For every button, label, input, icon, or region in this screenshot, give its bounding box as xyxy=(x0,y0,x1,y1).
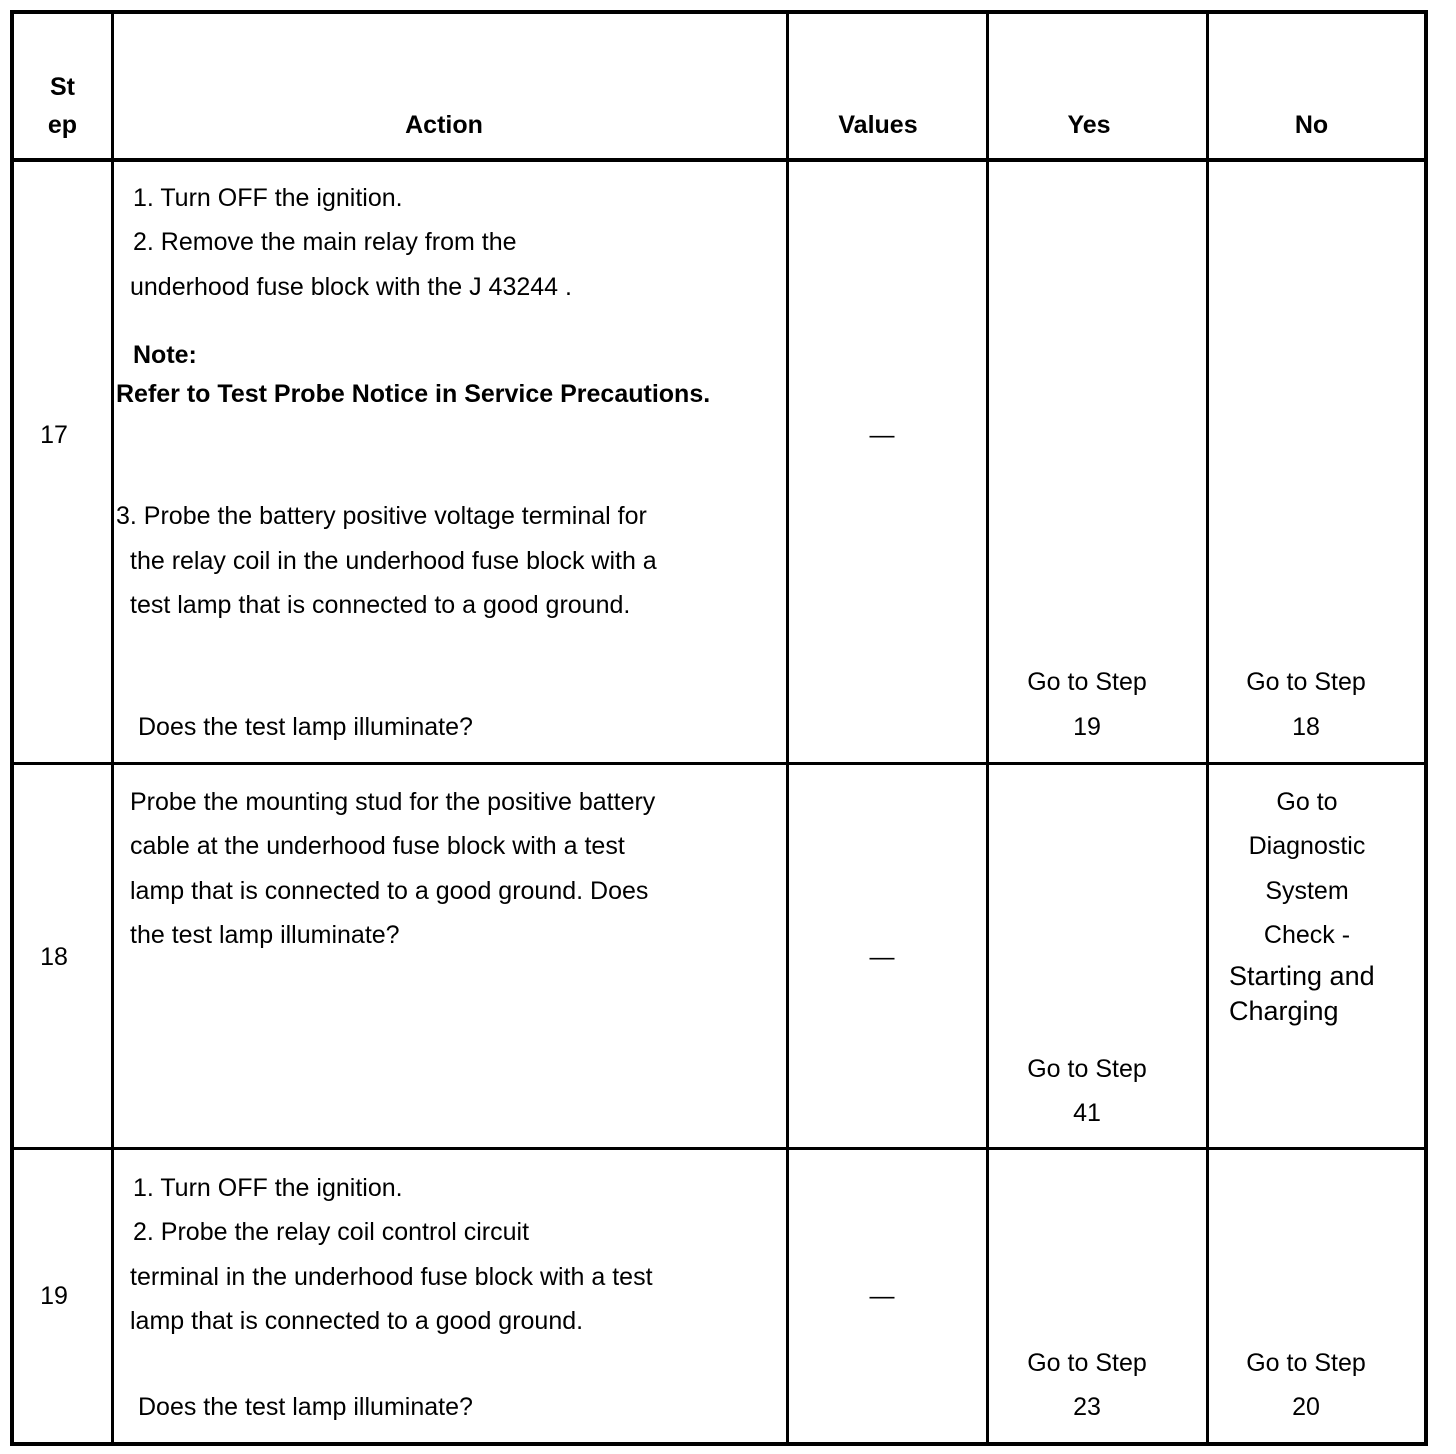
no-link-line-2: Diagnostic xyxy=(1248,832,1366,860)
row-divider-18-19 xyxy=(10,1147,1428,1150)
yes-go-to-step-label: Go to Step xyxy=(1027,1055,1147,1083)
action-line-1: Probe the mounting stud for the positive battery xyxy=(130,788,656,816)
no-go-to-step-number: 20 xyxy=(1292,1393,1320,1421)
header-yes: Yes xyxy=(1067,111,1111,139)
value-dash: — xyxy=(869,1282,895,1310)
table-border-bottom xyxy=(10,1442,1428,1446)
no-go-to-step-label: Go to Step xyxy=(1246,1349,1366,1377)
action-item-2-continued: underhood fuse block with the J 43244 . xyxy=(130,273,572,301)
no-go-to-step-label: Go to Step xyxy=(1246,668,1366,696)
yes-go-to-step-number: 19 xyxy=(1073,713,1101,741)
action-line-3: lamp that is connected to a good ground. Does xyxy=(130,877,649,905)
note-text: Refer to Test Probe Notice in Service Precautions. xyxy=(116,380,711,408)
step-number: 17 xyxy=(40,421,68,449)
step-number: 19 xyxy=(40,1282,68,1310)
action-question: Does the test lamp illuminate? xyxy=(138,1393,473,1421)
no-link-line-5: Starting and xyxy=(1229,961,1375,991)
no-link-line-6: Charging xyxy=(1229,996,1339,1026)
yes-go-to-step-label: Go to Step xyxy=(1027,668,1147,696)
no-go-to-step-number: 18 xyxy=(1292,713,1320,741)
yes-go-to-step-number: 23 xyxy=(1073,1393,1101,1421)
header-values: Values xyxy=(838,111,918,139)
step-number: 18 xyxy=(40,943,68,971)
header-step-line1: St xyxy=(50,73,75,101)
table-border-right xyxy=(1424,10,1428,1446)
header-step-line2: ep xyxy=(47,111,78,139)
column-divider-action-values xyxy=(786,10,789,1446)
action-item-2: 2. Remove the main relay from the xyxy=(133,228,517,256)
column-divider-step-action xyxy=(111,10,114,1446)
header-divider xyxy=(10,158,1428,162)
no-link-line-3: System xyxy=(1265,877,1349,905)
action-item-3-continued-1: the relay coil in the underhood fuse block with a xyxy=(130,547,657,575)
row-divider-17-18 xyxy=(10,762,1428,765)
action-item-2-continued-1: terminal in the underhood fuse block with a test xyxy=(130,1263,653,1291)
action-line-4: the test lamp illuminate? xyxy=(130,921,400,949)
action-question: Does the test lamp illuminate? xyxy=(138,713,473,741)
action-item-3-continued-2: test lamp that is connected to a good ground. xyxy=(130,591,631,619)
table-border-left xyxy=(10,10,14,1446)
action-item-1: 1. Turn OFF the ignition. xyxy=(133,184,403,212)
action-item-3: 3. Probe the battery positive voltage terminal for xyxy=(116,502,647,530)
header-no: No xyxy=(1294,111,1329,139)
action-item-1: 1. Turn OFF the ignition. xyxy=(133,1174,403,1202)
yes-go-to-step-label: Go to Step xyxy=(1027,1349,1147,1377)
no-link-line-1: Go to xyxy=(1276,788,1338,816)
no-link-line-4: Check - xyxy=(1263,921,1351,949)
action-line-2: cable at the underhood fuse block with a test xyxy=(130,832,625,860)
header-action: Action xyxy=(405,111,483,139)
note-label: Note: xyxy=(133,341,197,369)
yes-go-to-step-number: 41 xyxy=(1073,1099,1101,1127)
action-item-2-continued-2: lamp that is connected to a good ground. xyxy=(130,1307,584,1335)
action-item-2: 2. Probe the relay coil control circuit xyxy=(133,1218,530,1246)
value-dash: — xyxy=(869,943,895,971)
value-dash: — xyxy=(869,421,895,449)
table-border-top xyxy=(10,10,1428,14)
